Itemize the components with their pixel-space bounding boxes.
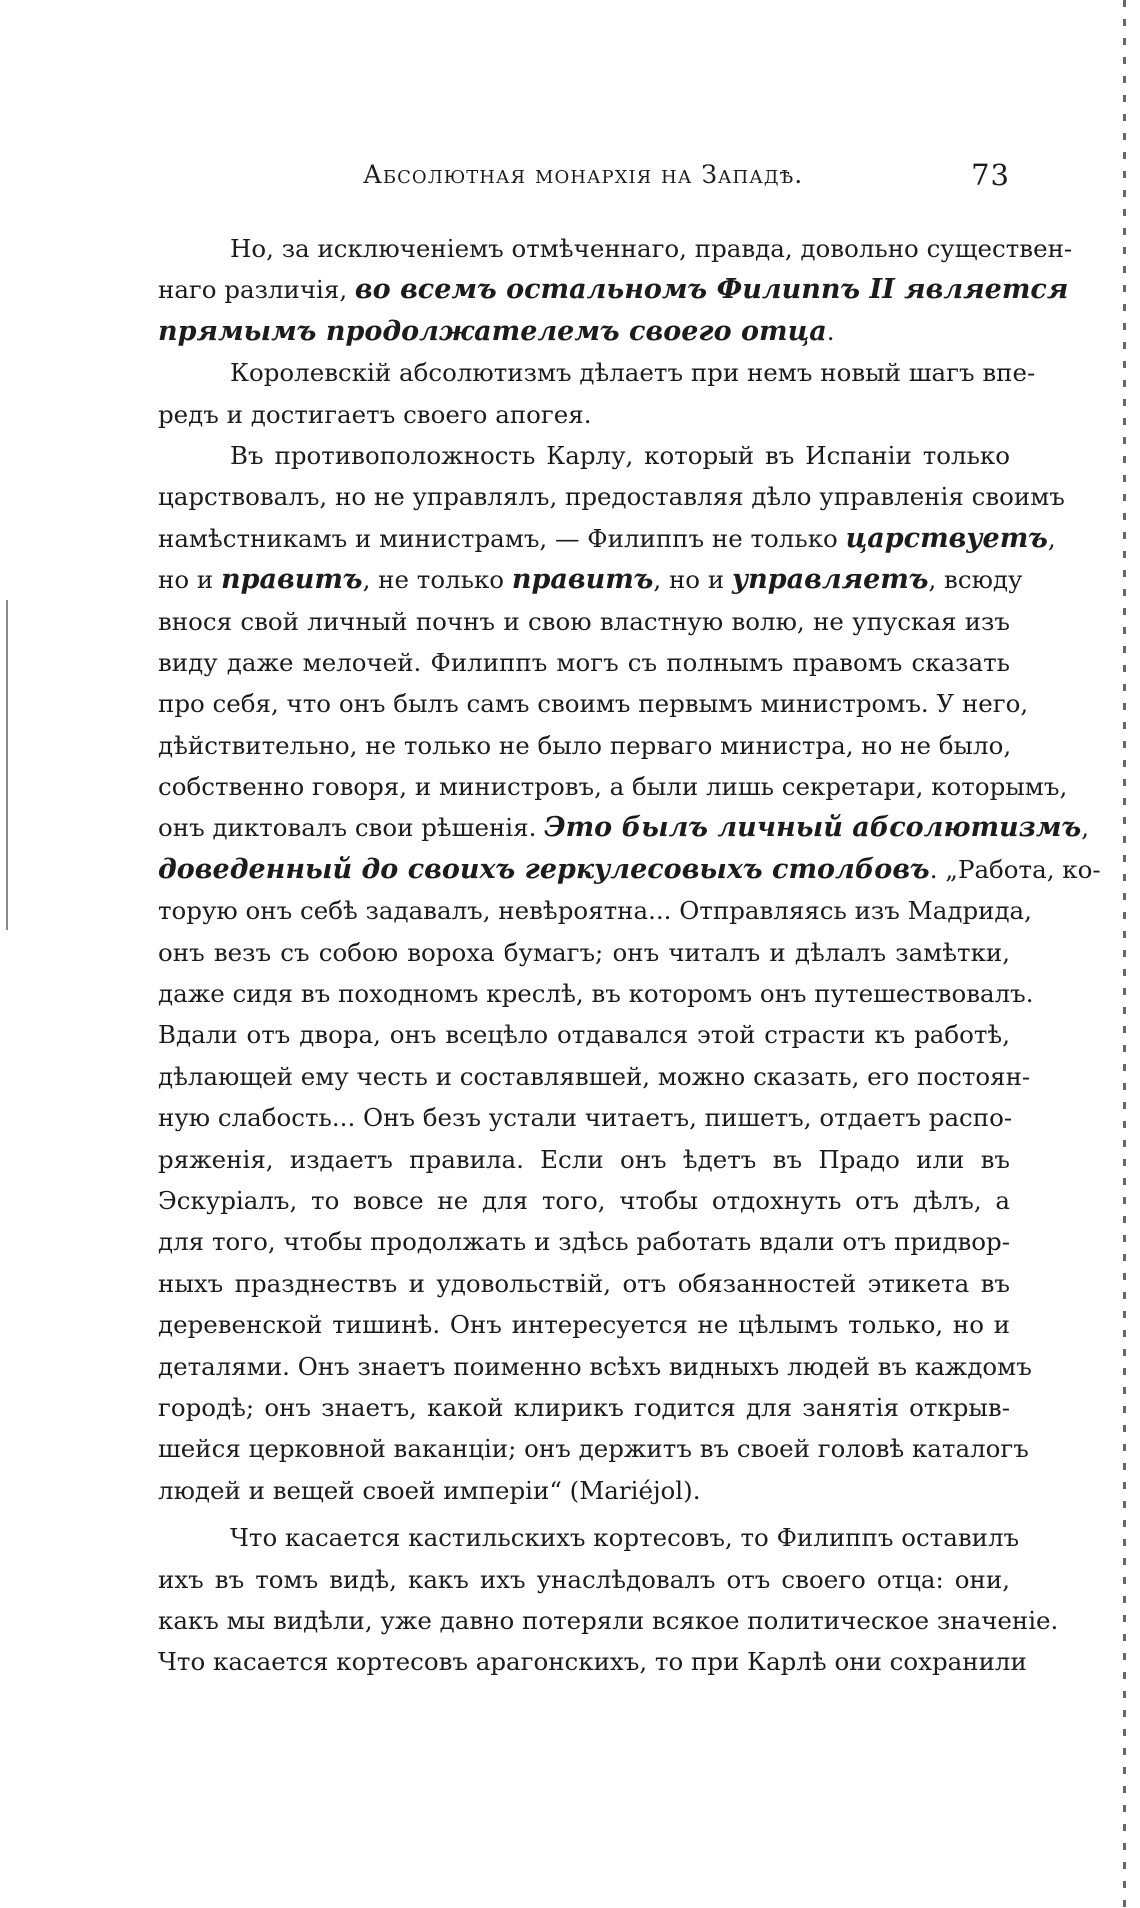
- text-line: шейся церковной ваканціи; онъ держитъ въ своей головѣ каталогъ: [158, 1434, 1029, 1464]
- text-line: городѣ; онъ знаетъ, какой клирикъ годится для занятія открыв-: [158, 1392, 1010, 1422]
- text-line: онъ диктовалъ свои рѣшенія. Это былъ личный абсолютизмъ,: [158, 812, 1090, 844]
- text-line: Эскуріалъ, то вовсе не для того, чтобы отдохнуть отъ дѣлъ, а: [158, 1185, 1010, 1215]
- text-line: ныхъ празднествъ и удовольствій, отъ обязанностей этикета въ: [158, 1268, 1010, 1298]
- text-line: царствовалъ, но не управлялъ, предоставляя дѣло управленія своимъ: [158, 482, 1065, 512]
- scan-edge-left: [6, 600, 8, 930]
- running-title: Абсолютная монархія на Западѣ.: [363, 160, 804, 189]
- body-text: [158, 228, 1101, 1683]
- text-line: Королевскій абсолютизмъ дѣлаетъ при немъ новый шагъ впе-: [230, 358, 1036, 388]
- text-line: людей и вещей своей имперіи“ (Mariéjol).: [158, 1475, 701, 1505]
- text-line: торую онъ себѣ задавалъ, невѣроятна... Отправляясь изъ Мадрида,: [158, 896, 1032, 926]
- text-line: виду даже мелочей. Филиппъ могъ съ полнымъ правомъ сказать: [158, 647, 1010, 677]
- text-line: ряженія, издаетъ правила. Если онъ ѣдетъ въ Прадо или въ: [158, 1144, 1010, 1174]
- text-line: даже сидя въ походномъ креслѣ, въ которомъ онъ путешествовалъ.: [158, 979, 1034, 1009]
- text-line: редъ и достигаетъ своего апогея.: [158, 399, 592, 429]
- text-line: деталями. Онъ знаетъ поименно всѣхъ видныхъ людей въ каждомъ: [158, 1351, 1032, 1381]
- text-line: онъ везъ съ собою вороха бумагъ; онъ читалъ и дѣлалъ замѣтки,: [158, 937, 1010, 967]
- text-line: Въ противоположность Карлу, который въ Испаніи только: [230, 440, 1010, 470]
- text-line: дѣйствительно, не только не было перваго министра, но не было,: [158, 730, 1012, 760]
- text-line: ную слабость... Онъ безъ устали читаетъ, пишетъ, отдаетъ распо-: [158, 1103, 1013, 1133]
- text-line: деревенской тишинѣ. Онъ интересуется не цѣлымъ только, но и: [158, 1310, 1010, 1340]
- text-line: собственно говоря, и министровъ, а были лишь секретари, которымъ,: [158, 772, 1068, 802]
- text-line: ихъ въ томъ видѣ, какъ ихъ унаслѣдовалъ отъ своего отца: они,: [158, 1564, 1010, 1594]
- text-line: Вдали отъ двора, онъ всецѣло отдавался этой страсти къ работѣ,: [158, 1020, 1010, 1050]
- text-line: внося свой личный почнъ и свою властную волю, не упуская изъ: [158, 606, 1010, 636]
- text-line: но и правитъ, не только правитъ, но и управляетъ, всюду: [158, 564, 1023, 596]
- text-line: про себя, что онъ былъ самъ своимъ первымъ министромъ. У него,: [158, 689, 1029, 719]
- text-line: наго различія, во всемъ остальномъ Филиппъ II является: [158, 274, 1069, 306]
- text-line: Что касается кортесовъ арагонскихъ, то при Карлѣ они сохранили: [158, 1647, 1027, 1677]
- page-header: [158, 160, 1010, 200]
- text-line: прямымъ продолжателемъ своего отца.: [158, 315, 835, 347]
- text-line: для того, чтобы продолжать и здѣсь работать вдали отъ придвор-: [158, 1227, 1010, 1257]
- page-number: 73: [971, 158, 1010, 192]
- text-line: Но, за исключеніемъ отмѣченнаго, правда, довольно существен-: [230, 234, 1073, 263]
- text-line: намѣстникамъ и министрамъ, — Филиппъ не только царствуетъ,: [158, 522, 1056, 554]
- text-line: какъ мы видѣли, уже давно потеряли всякое политическое значеніе.: [158, 1605, 1059, 1635]
- text-line: дѣлающей ему честь и составлявшей, можно сказать, его постоян-: [158, 1061, 1031, 1091]
- text-line: Что касается кастильскихъ кортесовъ, то Филиппъ оставилъ: [230, 1523, 1020, 1553]
- scan-edge-right: [1123, 0, 1126, 1908]
- text-line: доведенный до своихъ геркулесовыхъ столбовъ. „Работа, ко-: [158, 853, 1101, 885]
